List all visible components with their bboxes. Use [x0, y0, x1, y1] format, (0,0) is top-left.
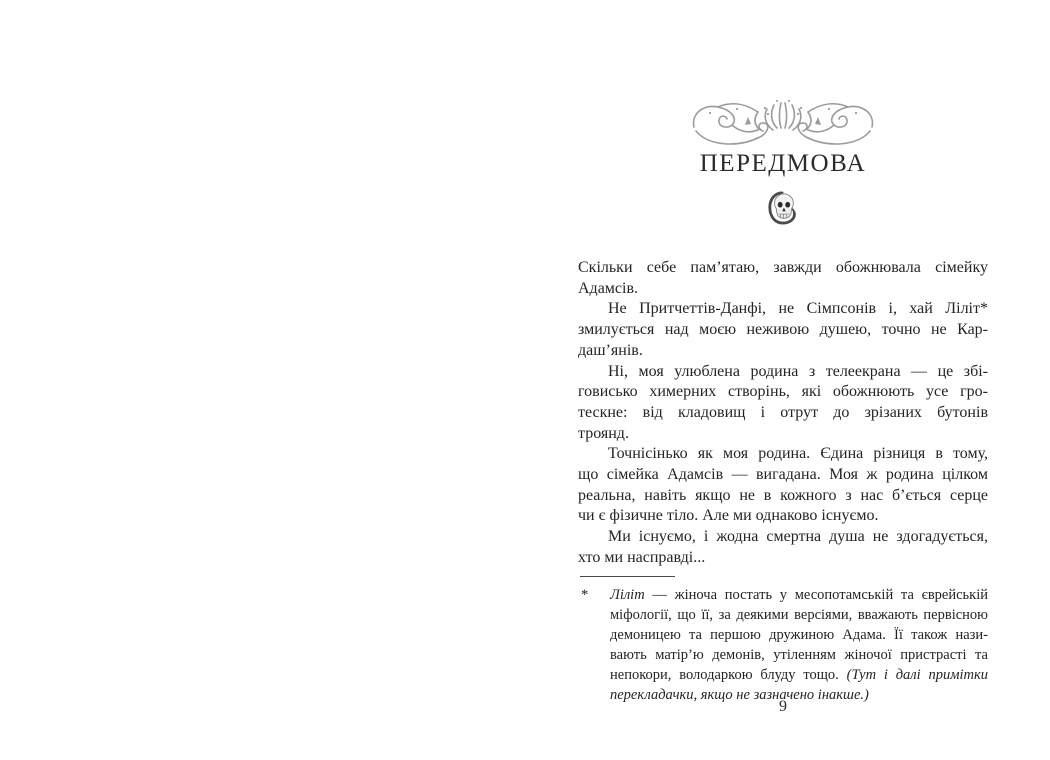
paragraph	[578, 299, 988, 361]
footnote-marker: *	[581, 587, 589, 603]
right-page-column	[578, 0, 988, 760]
text-line: реальна, навіть якщо не в кожного з нас б’ється серце	[578, 486, 988, 504]
text-line: Скільки себе пам’ятаю, завжди обожнювала сімейку	[578, 259, 988, 276]
body-text	[578, 258, 988, 569]
footnote-body	[578, 585, 988, 705]
chapter-title: ПЕРЕДМОВА	[699, 150, 867, 177]
page-number: 9	[779, 698, 787, 715]
paragraph	[578, 258, 988, 299]
text-line: чи є фізичне тіло. Але ми однаково існуємо.	[578, 507, 879, 525]
text-line: тескне: від кладовищ і отрут до зрізаних бутонів	[578, 403, 988, 421]
footnote	[578, 572, 988, 705]
text-line: Адамсів.	[578, 279, 639, 297]
text-line: що сімейка Адамсів — вигадана. Моя ж родина цілком	[578, 466, 988, 484]
footnote-line: міфології, що її, за деякими версіями, вважають первісною	[610, 607, 988, 623]
paragraph	[578, 527, 988, 568]
text-line: Точнісінько як моя родина. Єдина різниця в тому,	[608, 445, 988, 463]
footnote-line: вають матір’ю демонів, утіленням жіночої пристрасті та	[610, 647, 988, 663]
text-line: даш’янів.	[578, 341, 643, 359]
paragraph	[578, 362, 988, 445]
footnote-divider	[580, 576, 675, 577]
footnote-line: Ліліт — жіноча постать у месопотамській та єврейській	[610, 587, 988, 603]
text-line: говисько химерних створінь, які обожнюють усе гро-	[578, 383, 988, 401]
text-line: Ми існуємо, і жодна смертна душа не здогадується,	[608, 528, 988, 546]
text-line: Не Притчеттів-Данфі, не Сімпсонів і, хай Ліліт*	[608, 300, 988, 318]
text-line: троянд.	[578, 424, 629, 442]
skull-icon	[767, 189, 799, 227]
paragraph	[578, 444, 988, 527]
text-line: Ні, моя улюблена родина з телеекрана — це збі-	[608, 362, 988, 380]
text-line: хто ми насправді...	[578, 548, 706, 566]
text-line: змилується над моєю неживою душею, точно не Кар-	[578, 321, 988, 339]
footnote-line: демоницею та першою дружиною Адама. Її також нази-	[610, 627, 988, 643]
footnote-line: непокори, володаркою блуду тощо. (Тут і далі примітки	[610, 667, 988, 683]
footnote-line: перекладачки, якщо не зазначено інакше.)	[610, 687, 869, 703]
footnote-lines	[610, 585, 988, 705]
flourish-ornament-icon	[688, 96, 878, 148]
